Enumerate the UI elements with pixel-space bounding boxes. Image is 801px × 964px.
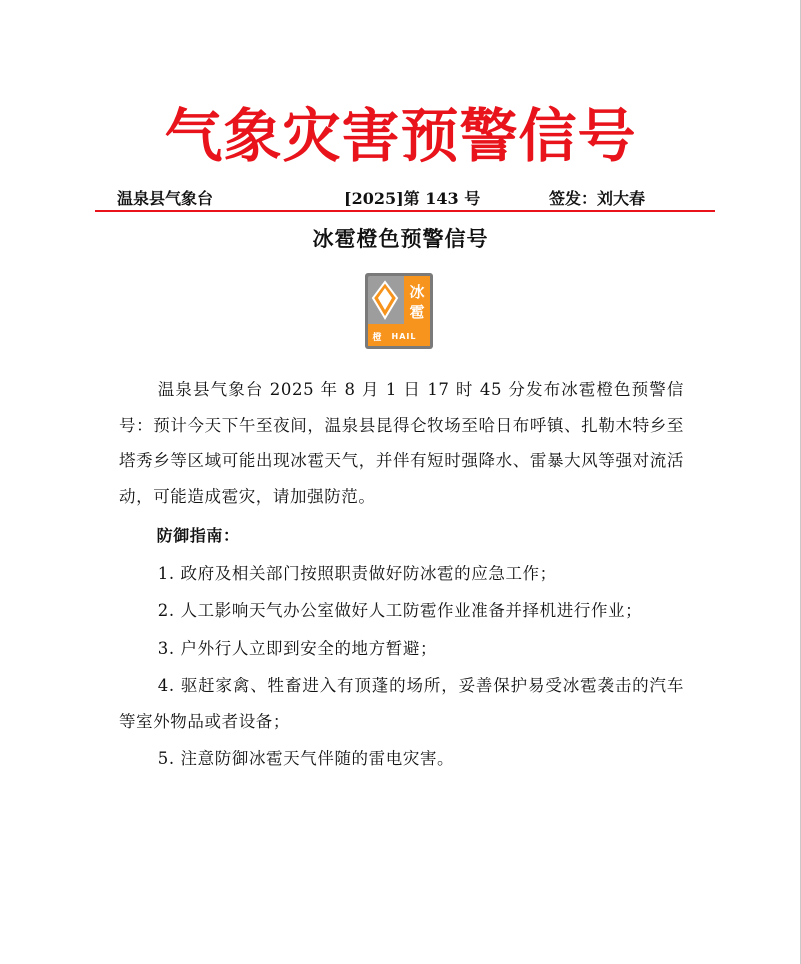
icon-level-char: 橙 bbox=[372, 333, 382, 343]
hail-orange-warning-icon bbox=[364, 272, 434, 350]
guide-item: 5. 注意防御冰雹天气伴随的雷电灾害。 bbox=[157, 749, 455, 768]
document-number: [2025]第 143 号 bbox=[344, 189, 481, 208]
issuer-name: 温泉县气象台 bbox=[117, 189, 214, 208]
guide-item: 1. 政府及相关部门按照职责做好防冰雹的应急工作； bbox=[157, 563, 557, 583]
icon-cn-label-top: 冰 bbox=[409, 283, 425, 301]
document-header-row bbox=[117, 188, 687, 210]
header-divider bbox=[95, 210, 715, 212]
defense-guide-heading: 防御指南： bbox=[156, 526, 240, 545]
warning-body bbox=[119, 372, 684, 777]
guide-item: 3. 户外行人立即到安全的地方暂避； bbox=[157, 638, 438, 658]
warning-sub-title: 冰雹橙色预警信号 bbox=[312, 227, 489, 251]
document-main-title: 气象灾害预警信号 bbox=[164, 102, 637, 170]
signer-name: 签发：刘大春 bbox=[549, 189, 646, 208]
icon-en-label: HAIL bbox=[391, 332, 417, 341]
guide-item: 4. 驱赶家禽、牲畜进入有顶蓬的场所，妥善保护易受冰雹袭击的汽车等室外物品或者设备； bbox=[119, 676, 684, 731]
guide-item: 2. 人工影响天气办公室做好人工防雹作业准备并择机进行作业； bbox=[157, 601, 643, 620]
icon-cn-label-bottom: 雹 bbox=[409, 303, 425, 321]
warning-paragraph: 温泉县气象台 2025 年 8 月 1 日 17 时 45 分发布冰雹橙色预警信号：预计今天下午至夜间，温泉县昆得仑牧场至哈日布呼镇、扎勒木特乡至塔秀乡等区域可能出现冰雹天气，并伴有短时强降水、雷暴大风等强对流活动，可能造成雹灾，请加强防范。 bbox=[119, 380, 684, 506]
